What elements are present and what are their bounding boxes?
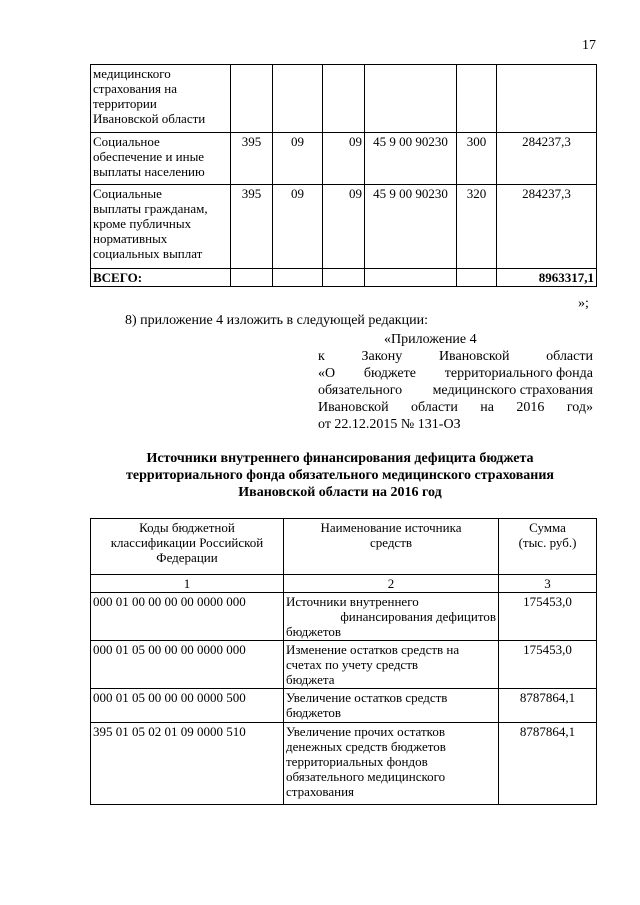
source-code: 000 01 05 00 00 00 0000 000 xyxy=(91,641,284,689)
page-number: 17 xyxy=(582,38,596,53)
amount-cell: 284237,3 xyxy=(497,185,597,269)
total-amount: 8963317,1 xyxy=(497,269,597,287)
amount-cell: 284237,3 xyxy=(497,133,597,185)
code-cell: 395 xyxy=(231,133,273,185)
source-code: 395 01 05 02 01 09 0000 510 xyxy=(91,723,284,805)
section-cell: 09 xyxy=(273,133,323,185)
header-sum: Сумма (тыс. руб.) xyxy=(499,519,597,575)
source-name: Изменение остатков средств на счетах по учету средств бюджета xyxy=(284,641,499,689)
source-sum: 8787864,1 xyxy=(499,723,597,805)
source-name: Увеличение прочих остатков денежных средств бюджетов территориальных фондов обязательного медицинского страхования xyxy=(284,723,499,805)
source-name: Увеличение остатков средств бюджетов xyxy=(284,689,499,723)
header-code: Коды бюджетной классификации Российской Федерации xyxy=(91,519,284,575)
subsection-cell: 09 xyxy=(323,185,365,269)
header-name: Наименование источника средств xyxy=(284,519,499,575)
row-name-cell: Социальные выплаты гражданам, кроме публичных нормативных социальных выплат xyxy=(91,185,231,269)
source-sum: 175453,0 xyxy=(499,641,597,689)
source-code: 000 01 00 00 00 00 0000 000 xyxy=(91,593,284,641)
appendix-block xyxy=(318,331,593,433)
appendix-line: Ивановской области на 2016 год» xyxy=(318,400,593,415)
col-number: 3 xyxy=(499,575,597,593)
table-row xyxy=(91,185,597,269)
header-row xyxy=(91,519,597,575)
total-label: ВСЕГО: xyxy=(91,269,231,287)
table-row xyxy=(91,723,597,805)
target-cell: 45 9 00 90230 xyxy=(365,133,457,185)
closing-quote: »; xyxy=(578,296,589,311)
appendix-line: к Закону Ивановской области xyxy=(318,349,593,364)
source-sum: 175453,0 xyxy=(499,593,597,641)
type-cell: 320 xyxy=(457,185,497,269)
subsection-cell: 09 xyxy=(323,133,365,185)
source-name: Источники внутреннего финансирования дефицитов бюджетов xyxy=(284,593,499,641)
section-cell: 09 xyxy=(273,185,323,269)
appendix-title: «Приложение 4 xyxy=(384,332,477,347)
appendix-line: обязательного медицинского страхования xyxy=(318,383,593,398)
table-row xyxy=(91,65,597,133)
target-cell: 45 9 00 90230 xyxy=(365,185,457,269)
sources-table xyxy=(90,518,597,805)
column-number-row xyxy=(91,575,597,593)
col-number: 1 xyxy=(91,575,284,593)
source-code: 000 01 05 00 00 00 0000 500 xyxy=(91,689,284,723)
appendix-line: «О бюджете территориального фонда xyxy=(318,366,593,381)
table-row xyxy=(91,133,597,185)
item-8-text: 8) приложение 4 изложить в следующей редакции: xyxy=(125,313,428,328)
col-number: 2 xyxy=(284,575,499,593)
row-name-cell: медицинского страхования на территории Ивановской области xyxy=(91,65,231,133)
code-cell: 395 xyxy=(231,185,273,269)
table-row xyxy=(91,641,597,689)
expense-table xyxy=(90,64,597,287)
source-sum: 8787864,1 xyxy=(499,689,597,723)
total-row xyxy=(91,269,597,287)
table-row xyxy=(91,689,597,723)
section-heading: Источники внутреннего финансирования дефицита бюджета территориального фонда обязательного медицинского страхования Ивановской области на 2016 год xyxy=(126,451,554,500)
type-cell: 300 xyxy=(457,133,497,185)
appendix-date: от 22.12.2015 № 131-ОЗ xyxy=(318,417,461,432)
row-name-cell: Социальное обеспечение и иные выплаты населению xyxy=(91,133,231,185)
table-row xyxy=(91,593,597,641)
